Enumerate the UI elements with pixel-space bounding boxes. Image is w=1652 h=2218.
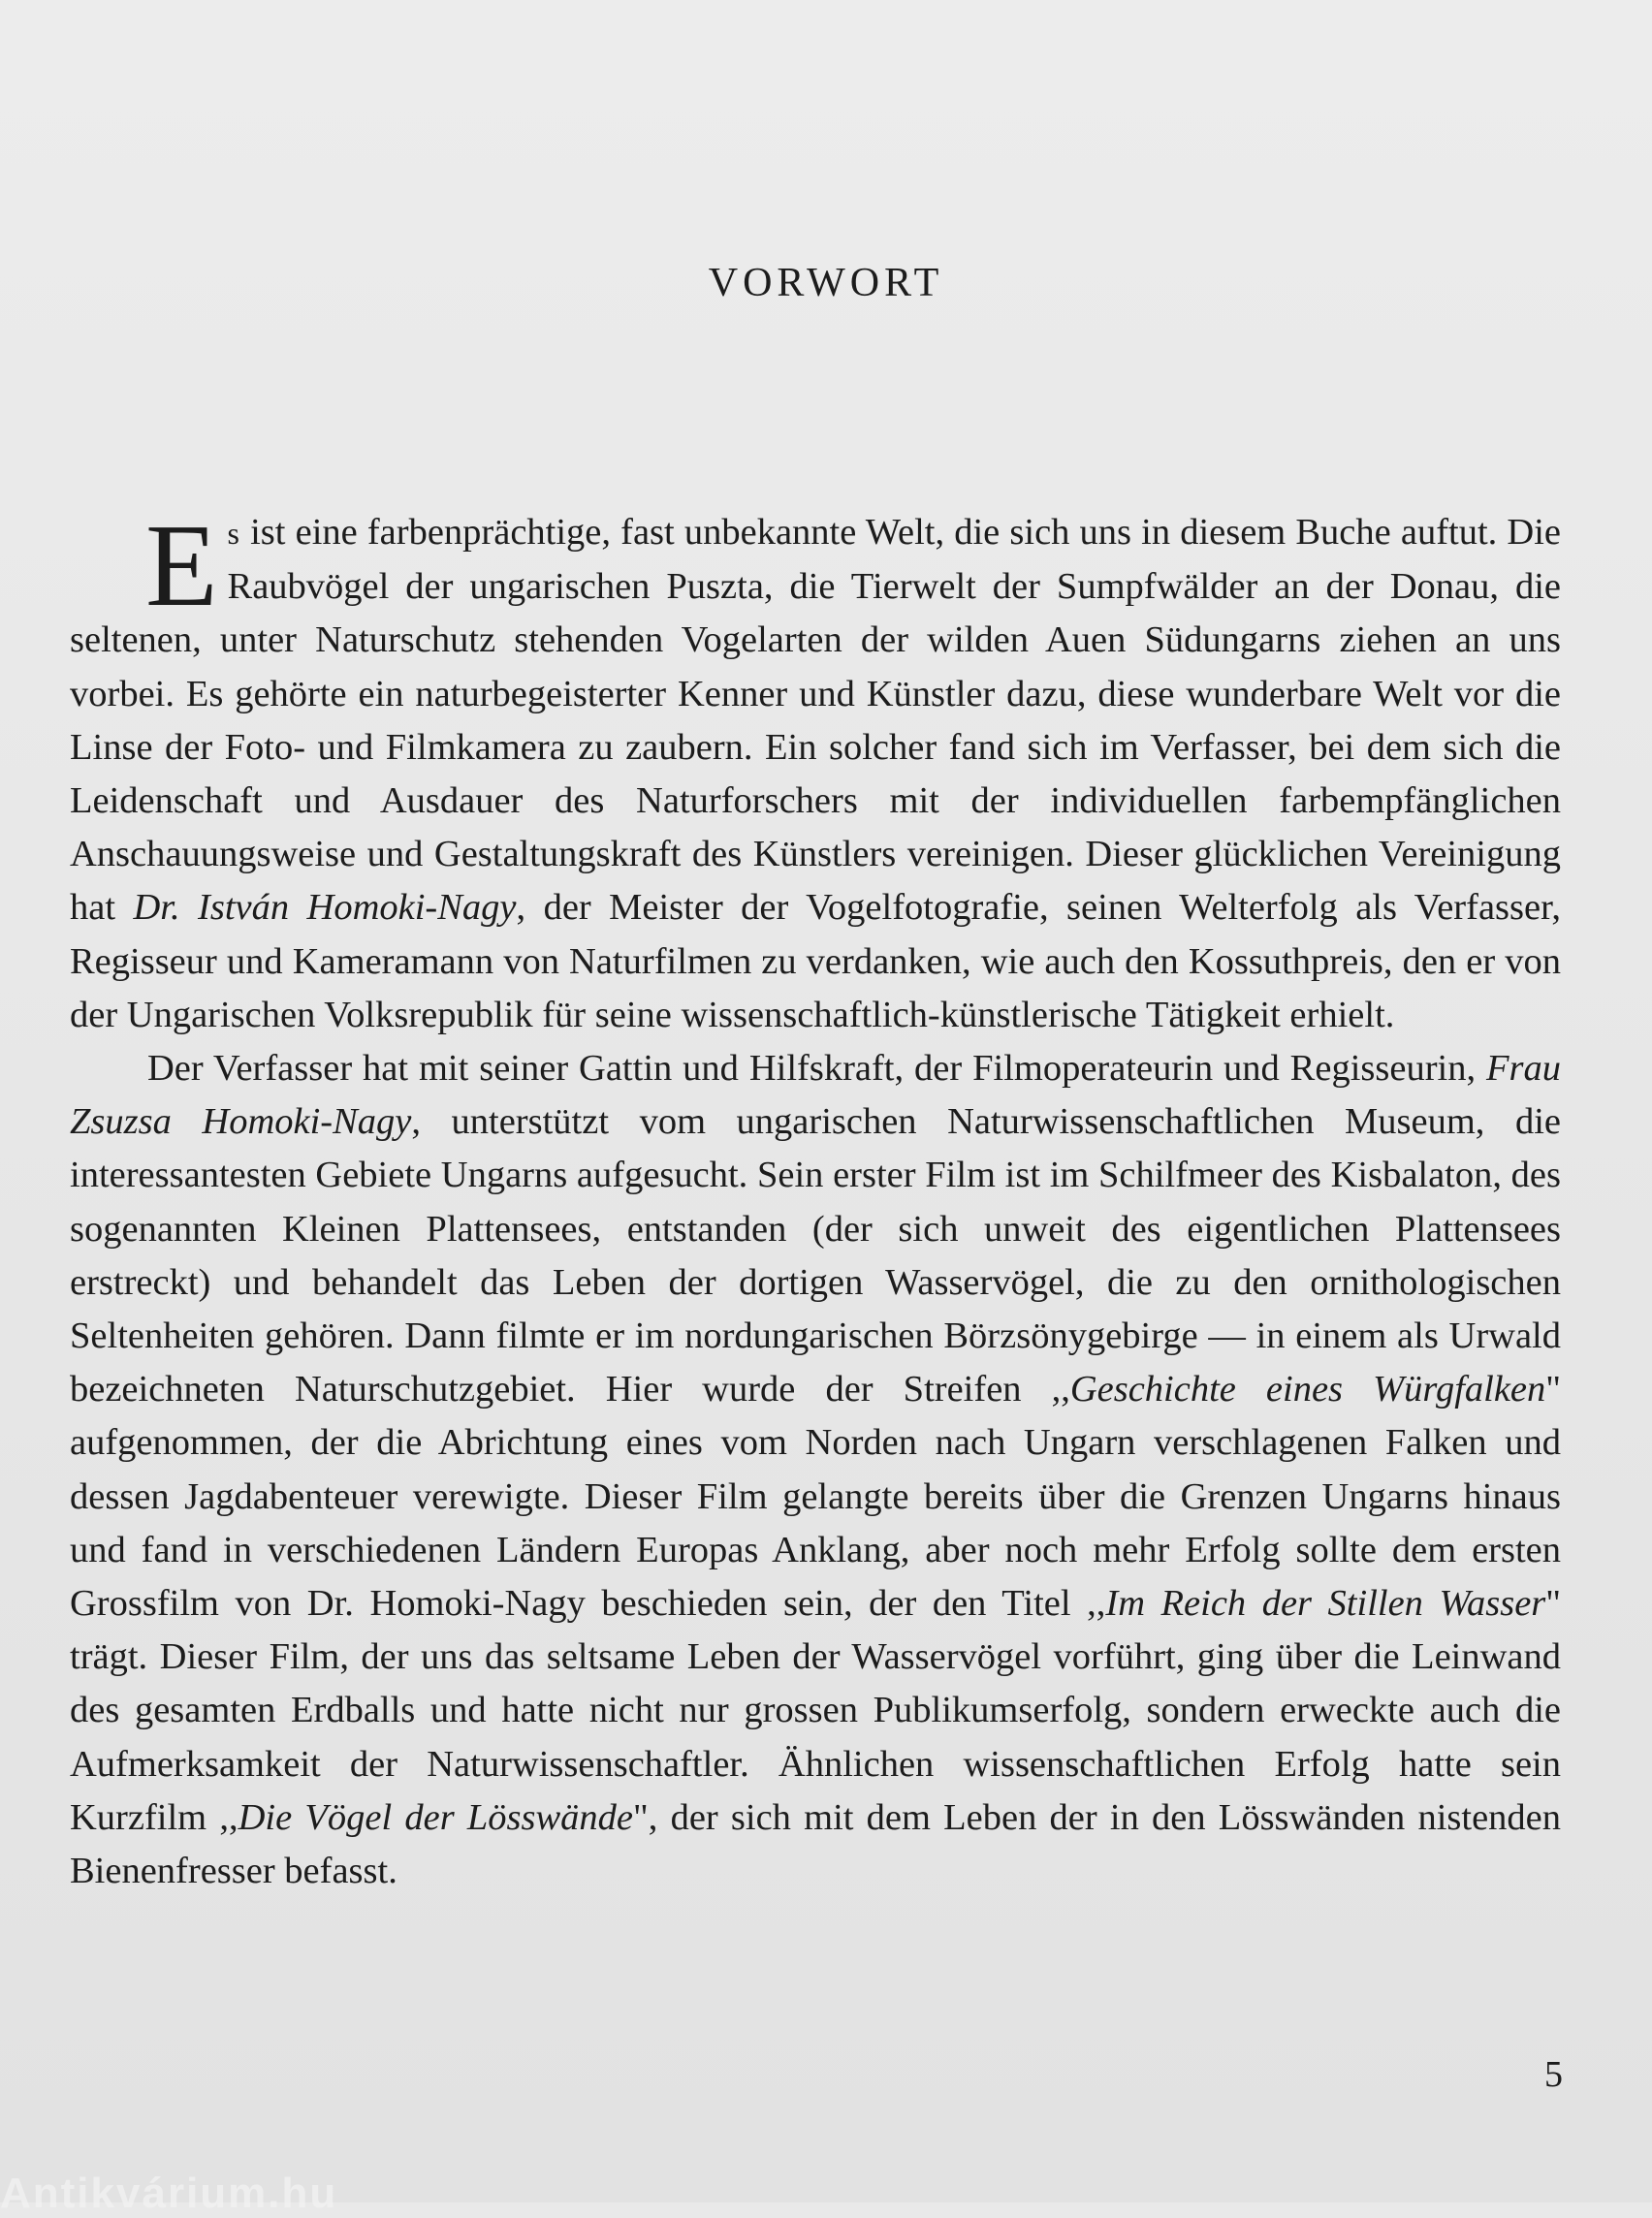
coauthor-name: Frau Zsuzsa Homoki-Nagy (70, 1048, 1561, 1143)
page-number: 5 (1544, 2054, 1563, 2095)
drop-cap: E (145, 500, 218, 631)
paragraph-2-text-e: ", der sich mit dem Leben der in den Lösswänden nistenden Bienenfresser befasst. (70, 1796, 1562, 1892)
paragraph-2-text-c: " aufgenommen, der die Abrichtung eines vom Norden nach Ungarn verschlagenen Falken und dessen Jagdabenteuer verewigte. Dieser Film gelangte bereits über die Grenzen Ungarns hinaus und fand in verschiedenen Ländern Europas Anklang, aber noch mehr Erfolg sollte dem ersten Grossfilm von Dr. Homoki-Nagy beschieden sein, der den Titel ,, (70, 1369, 1561, 1625)
author-name: Dr. István Homoki-Nagy (133, 887, 517, 929)
film-title-2: Im Reich der Stillen Wasser (1105, 1583, 1546, 1625)
film-title-3: Die Vögel der Lösswände (238, 1796, 634, 1838)
page-title: VORWORT (708, 261, 944, 305)
drop-cap-continuation: s (227, 516, 240, 551)
foreword-text (70, 500, 1562, 1898)
paragraph-1 (70, 500, 1561, 1042)
paragraph-1-text: ist eine farbenprächtige, fast unbekannte Welt, die sich uns in diesem Buche auftut. Die Raubvögel der ungarischen Puszta, die Tierwelt der Sumpfwälder an der Donau, die seltenen, unter Naturschutz stehenden Vogelarten der wilden Auen Südungarns ziehen an uns vorbei. Es gehörte ein naturbegeisterter Kenner und Künstler dazu, diese wunderbare Welt vor die Linse der Foto- und Filmkamera zu zaubern. Ein solcher fand sich im Verfasser, bei dem sich die Leidenschaft und Ausdauer des Naturforschers mit der individuellen farbempfänglichen Anschauungsweise und Gestaltungskraft des Künstlers vereinigen. Dieser glücklichen Vereinigung hat (70, 512, 1561, 929)
paragraph-2-text: Der Verfasser hat mit seiner Gattin und Hilfskraft, der Filmoperateurin und Regisseurin, (147, 1048, 1486, 1090)
paragraph-2-text-d: " trägt. Dieser Film, der uns das seltsame Leben der Wasservögel vorführt, ging über die Leinwand des gesamten Erdballs und hatte nicht nur grossen Publikumserfolg, sondern erweckte auch die Aufmerksamkeit der Naturwissenschaftler. Ähnlichen wissenschaftlichen Erfolg hatte sein Kurzfilm ,, (70, 1583, 1561, 1838)
watermark: Antikvárium.hu (0, 2170, 338, 2217)
film-title-1: Geschichte eines Würgfalken (1069, 1369, 1546, 1410)
paragraph-1-text-end: , der Meister der Vogelfotografie, seinen Welterfolg als Verfasser, Regisseur und Kameramann von Naturfilmen zu verdanken, wie auch den Kossuthpreis, den er von der Ungarischen Volksrepublik für seine wissenschaftlich-künstlerische Tätigkeit erhielt. (70, 887, 1561, 1035)
paragraph-2-text-b: , unterstützt vom ungarischen Naturwissenschaftlichen Museum, die interessantesten Gebiete Ungarns aufgesucht. Sein erster Film ist im Schilfmeer des Kisbalaton, des sogenannten Kleinen Plattensees, entstanden (der sich unweit des eigentlichen Plattensees erstreckt) und behandelt das Leben der dortigen Wasservögel, die zu den ornithologischen Seltenheiten gehören. Dann filmte er im nordungarischen Börzsönygebirge — in einem als Urwald bezeichneten Naturschutzgebiet. Hier wurde der Streifen ,, (70, 1101, 1561, 1410)
paragraph-2 (70, 1042, 1561, 1898)
